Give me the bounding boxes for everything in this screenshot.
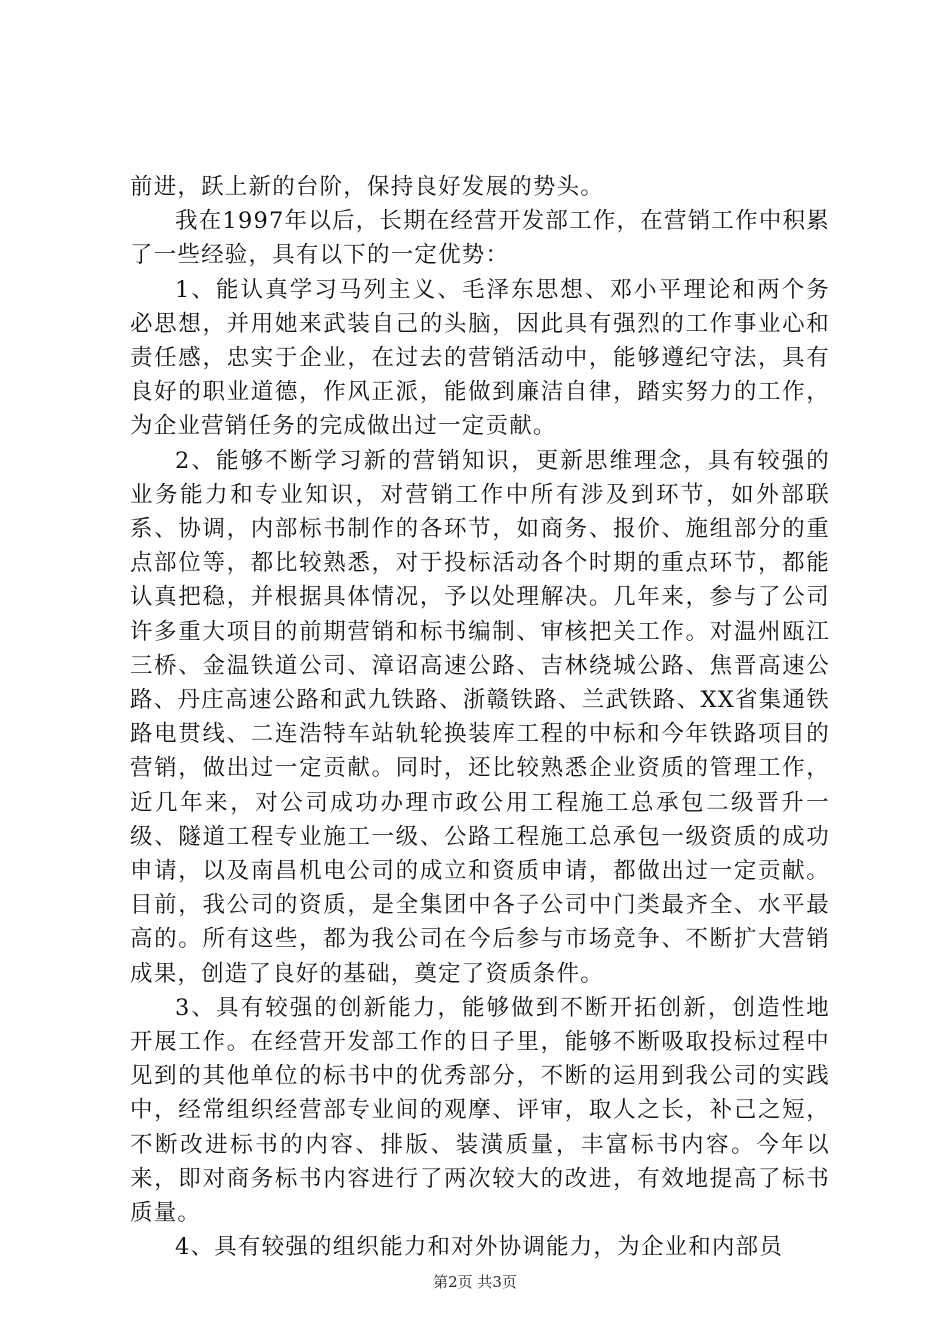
paragraph-point-3: 3、具有较强的创新能力，能够做到不断开拓创新，创造性地开展工作。在经营开发部工作的日子里，能够不断吸取投标过程中见到的其他单位的标书中的优秀部分，不断的运用到我公司的实践中，经常组织经营部专业间的观摩、评审，取人之长，补己之短，不断改进标书的内容、排版、装潢质量，丰富标书内容。今年以来，即对商务标书内容进行了两次较大的改进，有效地提高了标书质量。 <box>130 994 830 1227</box>
paragraph-intro: 我在1997年以后，长期在经营开发部工作，在营销工作中积累了一些经验，具有以下的一定优势： <box>130 208 830 269</box>
paragraph-point-4: 4、具有较强的组织能力和对外协调能力，为企业和内部员 <box>175 1234 784 1261</box>
paragraph-point-1: 1、能认真学习马列主义、毛泽东思想、邓小平理论和两个务必思想，并用她来武装自己的头脑，因此具有强烈的工作事业心和责任感，忠实于企业，在过去的营销活动中，能够遵纪守法，具有良好的职业道德，作风正派，能做到廉洁自律，踏实努力的工作，为企业营销任务的完成做出过一定贡献。 <box>130 276 830 440</box>
paragraph-continuation: 前进，跃上新的台阶，保持良好发展的势头。 <box>130 174 605 200</box>
body-text <box>130 170 830 1265</box>
page-footer: 第2页 共3页 <box>433 1273 517 1291</box>
paragraph-point-2: 2、能够不断学习新的营销知识，更新思维理念，具有较强的业务能力和专业知识，对营销工作中所有涉及到环节，如外部联系、协调，内部标书制作的各环节，如商务、报价、施组部分的重点部位等，都比较熟悉，对于投标活动各个时期的重点环节，都能认真把稳，并根据具体情况，予以处理解决。几年来，参与了公司许多重大项目的前期营销和标书编制、审核把关工作。对温州瓯江三桥、金温铁道公司、漳诏高速公路、吉林绕城公路、焦晋高速公路、丹庄高速公路和武九铁路、浙赣铁路、兰武铁路、XX省集通铁路电贯线、二连浩特车站轨轮换装库工程的中标和今年铁路项目的营销，做出过一定贡献。同时，还比较熟悉企业资质的管理工作，近几年来，对公司成功办理市政公用工程施工总承包二级晋升一级、隧道工程专业施工一级、公路工程施工总承包一级资质的成功申请，以及南昌机电公司的成立和资质申请，都做出过一定贡献。目前，我公司的资质，是全集团中各子公司中门类最齐全、水平最高的。所有这些，都为我公司在今后参与市场竞争、不断扩大营销成果，创造了良好的基础，奠定了资质条件。 <box>130 447 830 987</box>
